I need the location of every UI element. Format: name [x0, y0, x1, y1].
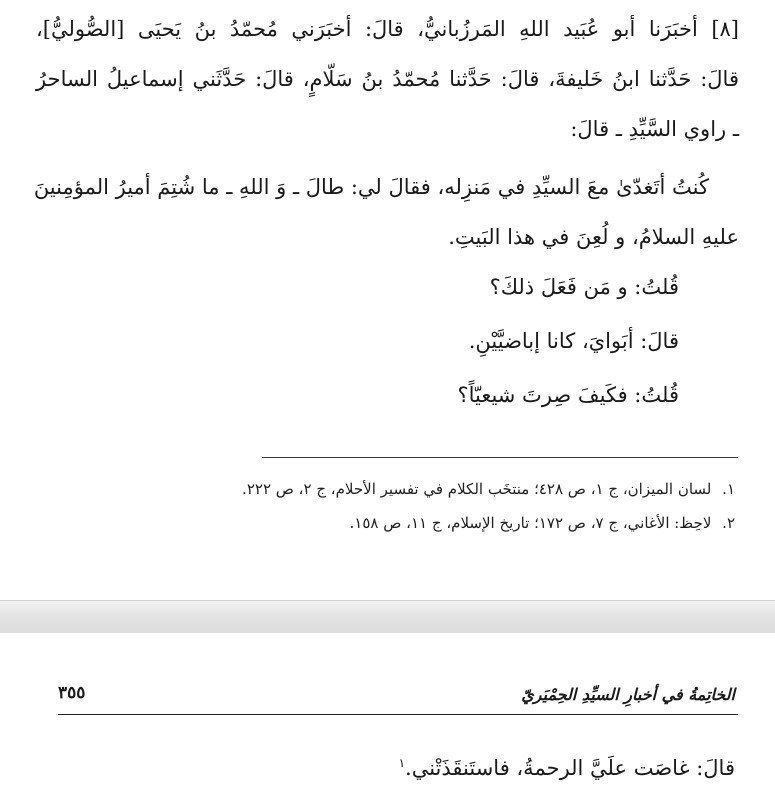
dialogue-line-1: قُلتُ: و مَن فَعَلَ ذلكَ؟	[489, 275, 679, 299]
footnote-2-number: ٢.	[722, 514, 735, 532]
footnote-1	[242, 478, 735, 500]
page-number: ٣٥٥	[58, 683, 86, 703]
footnote-1-text: لسان الميزان، ج ١، ص ٤٢٨؛ منتخَب الكلام في تفسير الأحلام، ج ٢، ص ٢٢٢.	[242, 480, 712, 498]
page-first-line	[399, 753, 735, 783]
footnote-marker: ١	[398, 756, 406, 770]
header-rule	[58, 714, 738, 715]
footnote-separator	[262, 457, 738, 458]
page-first-line-text: قالَ: غاصَت علَيَّ الرحمةُ، فاستَنقَذَتْني.	[405, 756, 735, 780]
paragraph-1-line-1: [٨] أخبَرَنا أبو عُبَيد اللهِ المَرزُبانيُّ، قالَ: أخبَرَني مُحمّدُ بنُ يَحيَى [الصُّوليُّ]،	[36, 17, 739, 41]
dialogue-line-3: قُلتُ: فكَيفَ صِرتَ شيعيّاً؟	[457, 383, 679, 407]
paragraph-1-line-2: قالَ: حَدَّثنا ابنُ خَليفةَ، قالَ: حَدَّثنا مُحمّدُ بنُ سَلّامٍ، قالَ: حَدَّثَني إسماعيلُ الساحرُ	[36, 67, 739, 91]
dialogue-line-2: قالَ: أبَوايَ، كانا إباضيَّيْنِ.	[468, 329, 679, 353]
footnote-1-number: ١.	[722, 480, 735, 498]
paragraph-2-line-1: كُنتُ أتَغدّىٰ معَ السيِّدِ في مَنزِله، فقالَ لي: طالَ ـ وَ اللهِ ـ ما شُتِمَ أميرُ المؤمِنينَ	[33, 175, 709, 199]
paragraph-2-line-2: عليهِ السلامُ، و لُعِنَ في هذا البَيتِ.	[448, 225, 739, 249]
paragraph-1-line-3: ـ راوي السَّيِّدِ ـ قالَ:	[570, 117, 739, 141]
page-divider	[0, 600, 775, 634]
footnote-2-text: لاحِظ: الأغاني، ج ٧، ص ١٧٢؛ تاريخ الإسلام، ج ١١، ص ١٥٨.	[349, 514, 712, 532]
book-page-lower	[0, 633, 775, 800]
running-title: الخاتِمةُ في أخبارِ السيِّدِ الحِمْيَريّ	[521, 685, 735, 704]
footnote-2	[350, 512, 735, 534]
